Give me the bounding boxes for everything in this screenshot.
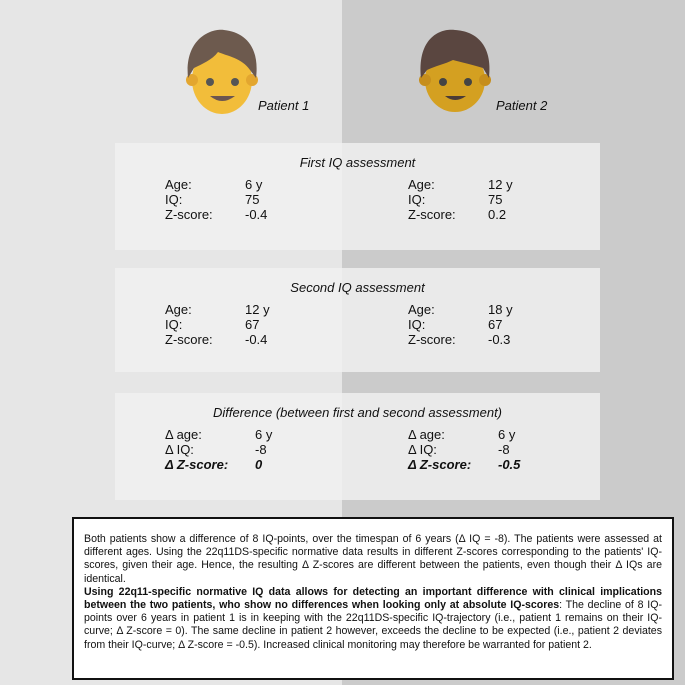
label: Z-score: [408, 332, 456, 347]
label: Δ IQ: [408, 442, 437, 457]
value: -8 [255, 442, 267, 457]
label: Δ Z-score: [165, 457, 229, 472]
patient-1-values [165, 302, 270, 347]
label: IQ: [165, 192, 183, 207]
patient-1-label: Patient 1 [258, 98, 310, 113]
value: -0.5 [498, 457, 521, 472]
first-assessment-card [115, 143, 600, 250]
label: IQ: [408, 317, 426, 332]
label: Z-score: [165, 207, 213, 222]
value: 67 [245, 317, 260, 332]
label: Age: [165, 177, 192, 192]
label: IQ: [165, 317, 183, 332]
value: 12 y [488, 177, 513, 192]
patient-2-values [408, 177, 513, 222]
value: 18 y [488, 302, 513, 317]
explanation-paragraph-1: Both patients show a difference of 8 IQ-points, over the timespan of 6 years (Δ IQ = -8). The patients were assessed at different ages. Using the 22q11DS-specific normative data results in different Z-scores corresponding to the patients' IQ-scores, given their age. Hence, the resulting Δ Z-scores are different between the patients, even though their Δ IQs are identical. [84, 533, 662, 585]
value: 6 y [498, 427, 516, 442]
label: Age: [408, 177, 435, 192]
patient-2-values [408, 302, 513, 347]
label: IQ: [408, 192, 426, 207]
patient-1-differences [165, 427, 272, 472]
key-finding: Using 22q11-specific normative IQ data allows for detecting an important difference with clinical implications between the two patients, who show no differences when looking only at absolute IQ-scores [84, 585, 662, 612]
value: 75 [488, 192, 503, 207]
value: 6 y [245, 177, 263, 192]
patient-1-values [165, 177, 267, 222]
label: Δ age: [408, 427, 445, 442]
value: 75 [245, 192, 260, 207]
value: -8 [498, 442, 510, 457]
patient-1-avatar-icon [182, 28, 262, 116]
second-assessment-card [115, 268, 600, 372]
explanation-box [72, 517, 674, 680]
card-title: First IQ assessment [299, 155, 416, 170]
value: 0.2 [488, 207, 507, 222]
value: 6 y [255, 427, 273, 442]
value: -0.3 [488, 332, 511, 347]
label: Δ age: [165, 427, 202, 442]
label: Z-score: [165, 332, 213, 347]
difference-card [115, 393, 600, 500]
value: 12 y [245, 302, 270, 317]
card-title: Second IQ assessment [290, 280, 425, 295]
label: Age: [165, 302, 192, 317]
value: 0 [255, 457, 263, 472]
explanation-detail: : The decline of 8 IQ-points over 6 years in patient 1 is in keeping with the 22q11DS-specific IQ-trajectory (i.e., patient 1 remains on their IQ-curve; Δ Z-score = 0). The same decline in patient 2 however, exceeds the decline to be expected (i.e., patient 2 deviates from their IQ-curve; Δ Z-score = -0.5). Increased clinical monitoring may therefore be warranted for patient 2. [84, 599, 662, 651]
label: Age: [408, 302, 435, 317]
card-title: Difference (between first and second assessment) [212, 405, 503, 420]
explanation-paragraph-2 [84, 586, 662, 652]
label: Δ IQ: [165, 442, 194, 457]
patient-2-label: Patient 2 [496, 98, 548, 113]
value: -0.4 [245, 207, 268, 222]
patient-2-avatar-icon [415, 28, 495, 116]
label: Δ Z-score: [408, 457, 472, 472]
value: -0.4 [245, 332, 268, 347]
label: Z-score: [408, 207, 456, 222]
value: 67 [488, 317, 503, 332]
patient-2-differences [408, 427, 520, 472]
